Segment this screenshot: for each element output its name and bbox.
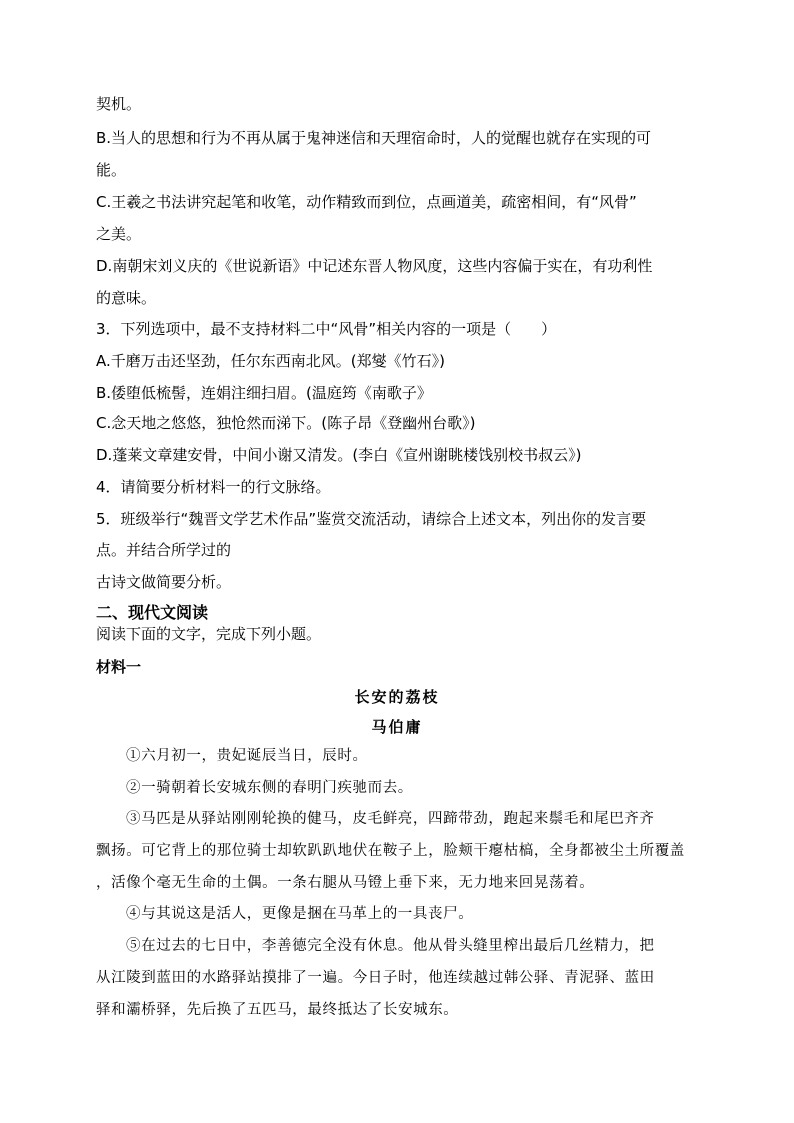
option-d-continuation: 的意味。 — [96, 289, 157, 307]
question-4: 4．请简要分析材料一的行文脉络。 — [96, 478, 331, 496]
option-b-line: B.当人的思想和行为不再从属于鬼神迷信和天理宿命时，人的觉醒也就存在实现的可 — [96, 129, 652, 147]
story-paragraph-3-line-3: ，活像个毫无生命的土偶。一条右腿从马镫上垂下来，无力地来回晃荡着。 — [96, 875, 595, 891]
question-5-continuation: 点。并结合所学过的 — [96, 541, 232, 559]
question-3-option-c: C.念天地之悠悠，独怆然而涕下。(陈子昂《登幽州台歌》) — [96, 414, 476, 432]
question-3-option-d: D.蓬莱文章建安骨，中间小谢又清发。(李白《宣州谢眺楼饯别校书叔云》) — [96, 446, 582, 464]
story-paragraph-5: ⑤在过去的七日中，李善德完全没有休息。他从骨头缝里榨出最后几丝精力，把 — [126, 938, 655, 954]
option-d-line: D.南朝宋刘义庆的《世说新语》中记述东晋人物风度，这些内容偏于实在，有功利性 — [96, 257, 653, 275]
question-3: 3．下列选项中，最不支持材料二中“风骨”相关内容的一项是（ ） — [96, 320, 557, 338]
story-paragraph-4: ④与其说这是活人，更像是捆在马革上的一具丧尸。 — [126, 906, 474, 922]
story-paragraph-3-line-2: 飘扬。可它背上的那位骑士却软趴趴地伏在鞍子上，脸颊干瘪枯槁，全身都被尘土所覆盖 — [96, 843, 685, 859]
story-paragraph-5-line-2: 从江陵到蓝田的水路驿站摸排了一遍。今日子时，他连续越过韩公驿、青泥驿、蓝田 — [96, 970, 655, 986]
question-3-option-b: B.倭堕低梳髻，连娟注细扫眉。(温庭筠《南歌子》 — [96, 384, 432, 402]
section-heading: 二、现代文阅读 — [96, 603, 209, 622]
story-paragraph-5-line-3: 驿和灞桥驿，先后换了五匹马，最终抵达了长安城东。 — [96, 1002, 459, 1018]
option-c-line: C.王羲之书法讲究起笔和收笔，动作精致而到位，点画道美，疏密相间，有“风骨” — [96, 193, 637, 211]
question-3-option-a: A.千磨万击还坚劲，任尔东西南北风。(郑燮《竹石》) — [96, 352, 445, 370]
answer-option-continuation: 契机。 — [96, 95, 142, 113]
question-5-continuation-2: 古诗文做简要分析。 — [96, 573, 232, 591]
story-title: 长安的荔枝 — [354, 688, 440, 706]
story-paragraph-2: ②一骑朝着长安城东侧的春明门疾驰而去。 — [126, 780, 413, 796]
section-instruction: 阅读下面的文字，完成下列小题。 — [96, 625, 322, 643]
material-label: 材料一 — [96, 658, 142, 676]
option-b-continuation: 能。 — [96, 161, 127, 179]
story-author: 马伯庸 — [371, 718, 423, 736]
option-c-continuation: 之美。 — [96, 225, 142, 243]
story-paragraph-3: ③马匹是从驿站刚刚轮换的健马，皮毛鲜亮，四蹄带劲，跑起来鬃毛和尾巴齐齐 — [126, 811, 655, 827]
question-5: 5．班级举行“魏晋文学艺术作品”鉴赏交流活动，请综合上述文本，列出你的发言要 — [96, 510, 647, 528]
story-paragraph-1: ①六月初一，贵妃诞辰当日，辰时。 — [126, 748, 368, 764]
